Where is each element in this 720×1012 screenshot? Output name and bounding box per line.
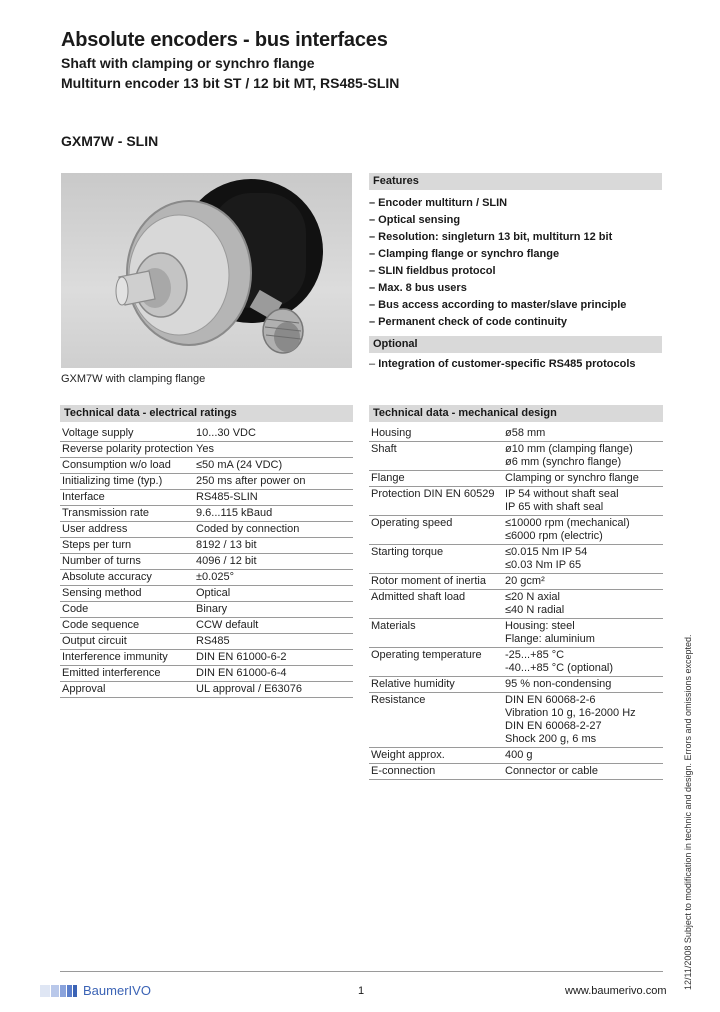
website-link[interactable]: www.baumerivo.com — [565, 985, 667, 997]
page-title: Absolute encoders - bus interfaces — [61, 29, 388, 51]
spec-value-line: ≤40 N radial — [505, 604, 565, 616]
feature-item: – Bus access according to master/slave principle — [369, 299, 627, 311]
spec-label: Protection DIN EN 60529 — [369, 487, 503, 516]
spec-value-line: Clamping or synchro flange — [505, 472, 639, 484]
brand-name-a: Baumer — [83, 983, 129, 998]
spec-value-line: ≤6000 rpm (electric) — [505, 530, 603, 542]
spec-label: Flange — [369, 471, 503, 487]
spec-value: DIN EN 61000-6-2 — [194, 650, 353, 666]
spec-value — [503, 764, 663, 780]
spec-value-line: ≤0.015 Nm IP 54 — [505, 546, 588, 558]
table-row — [369, 677, 663, 693]
spec-value: RS485-SLIN — [194, 490, 353, 506]
photo-caption: GXM7W with clamping flange — [61, 373, 206, 385]
spec-label: Sensing method — [60, 586, 194, 602]
spec-value: 8192 / 13 bit — [194, 538, 353, 554]
optional-dash: – — [369, 358, 379, 370]
spec-value-line: Flange: aluminium — [505, 633, 595, 645]
spec-value — [503, 619, 663, 648]
spec-value: UL approval / E63076 — [194, 682, 353, 698]
table-row — [60, 634, 353, 650]
spec-value-line: 95 % non-condensing — [505, 678, 612, 690]
spec-value: Yes — [194, 442, 353, 458]
table-row — [60, 682, 353, 698]
spec-value-line: Vibration 10 g, 16-2000 Hz — [505, 707, 636, 719]
table-row — [369, 442, 663, 471]
spec-value-line: ø58 mm — [505, 427, 546, 439]
brand-name — [83, 983, 151, 998]
shaft-end — [116, 277, 128, 305]
product-photo — [61, 173, 352, 368]
table-row — [60, 522, 353, 538]
page-subtitle-resolution: Multiturn encoder 13 bit ST / 12 bit MT, RS485-SLIN — [61, 75, 400, 91]
spec-label: Materials — [369, 619, 503, 648]
optional-item — [369, 358, 636, 370]
spec-value-line: ≤20 N axial — [505, 591, 560, 603]
table-row — [369, 516, 663, 545]
table-row — [60, 554, 353, 570]
spec-label: Admitted shaft load — [369, 590, 503, 619]
spec-value — [503, 442, 663, 471]
mechanical-table — [369, 426, 663, 780]
brand-name-b: IVO — [128, 983, 151, 998]
spec-label: Operating speed — [369, 516, 503, 545]
spec-value: CCW default — [194, 618, 353, 634]
spec-value-line: Connector or cable — [505, 765, 598, 777]
spec-label: Rotor moment of inertia — [369, 574, 503, 590]
table-row — [369, 693, 663, 748]
spec-value: DIN EN 61000-6-4 — [194, 666, 353, 682]
spec-label: Output circuit — [60, 634, 194, 650]
table-row — [60, 602, 353, 618]
feature-item: – Clamping flange or synchro flange — [369, 248, 560, 260]
spec-value — [503, 693, 663, 748]
logo-bars — [40, 985, 77, 997]
spec-value-line: Housing: steel — [505, 620, 575, 632]
spec-value: ≤50 mA (24 VDC) — [194, 458, 353, 474]
spec-value: 4096 / 12 bit — [194, 554, 353, 570]
spec-value: 250 ms after power on — [194, 474, 353, 490]
table-row — [60, 474, 353, 490]
table-row — [369, 487, 663, 516]
table-row — [60, 506, 353, 522]
spec-label: E-connection — [369, 764, 503, 780]
table-row — [369, 764, 663, 780]
feature-item: – Optical sensing — [369, 214, 461, 226]
spec-value-line: -25...+85 °C — [505, 649, 565, 661]
spec-value — [503, 648, 663, 677]
table-row — [60, 586, 353, 602]
optional-heading: Optional — [369, 336, 662, 353]
footer-divider — [60, 971, 663, 972]
table-row — [60, 538, 353, 554]
table-row — [60, 490, 353, 506]
spec-value: 10...30 VDC — [194, 426, 353, 442]
electrical-table — [60, 426, 353, 698]
spec-label: Absolute accuracy — [60, 570, 194, 586]
spec-label: Transmission rate — [60, 506, 194, 522]
feature-item: – SLIN fieldbus protocol — [369, 265, 496, 277]
spec-label: Starting torque — [369, 545, 503, 574]
spec-value-line: IP 65 with shaft seal — [505, 501, 604, 513]
spec-label: Voltage supply — [60, 426, 194, 442]
spec-value-line: 400 g — [505, 749, 533, 761]
spec-label: Relative humidity — [369, 677, 503, 693]
table-row — [60, 426, 353, 442]
spec-label: User address — [60, 522, 194, 538]
spec-value-line: IP 54 without shaft seal — [505, 488, 619, 500]
spec-value-line: Shock 200 g, 6 ms — [505, 733, 597, 745]
spec-value — [503, 748, 663, 764]
table-row — [369, 471, 663, 487]
spec-value-line: 20 gcm² — [505, 575, 545, 587]
spec-value-line: ø10 mm (clamping flange) — [505, 443, 633, 455]
table-row — [369, 648, 663, 677]
spec-value: ±0.025° — [194, 570, 353, 586]
page-number: 1 — [358, 985, 365, 997]
spec-label: Interference immunity — [60, 650, 194, 666]
table-row — [60, 458, 353, 474]
spec-value: Optical — [194, 586, 353, 602]
spec-label: Shaft — [369, 442, 503, 471]
feature-item: – Permanent check of code continuity — [369, 316, 568, 328]
spec-label: Emitted interference — [60, 666, 194, 682]
spec-label: Approval — [60, 682, 194, 698]
table-row — [60, 570, 353, 586]
spec-label: Resistance — [369, 693, 503, 748]
spec-value: RS485 — [194, 634, 353, 650]
side-note: 12/11/2008 Subject to modification in technic and design. Errors and omissions excepted. — [683, 634, 693, 990]
spec-value — [503, 426, 663, 442]
table-row — [369, 574, 663, 590]
spec-label: Number of turns — [60, 554, 194, 570]
spec-value-line: DIN EN 60068-2-27 — [505, 720, 602, 732]
spec-label: Weight approx. — [369, 748, 503, 764]
table-row — [60, 666, 353, 682]
spec-value: 9.6...115 kBaud — [194, 506, 353, 522]
features-heading: Features — [369, 173, 662, 190]
spec-label: Code — [60, 602, 194, 618]
page-subtitle-flange: Shaft with clamping or synchro flange — [61, 55, 315, 71]
brand-logo — [40, 983, 151, 998]
mechanical-heading: Technical data - mechanical design — [369, 405, 663, 422]
spec-value — [503, 545, 663, 574]
spec-value — [503, 471, 663, 487]
spec-value: Coded by connection — [194, 522, 353, 538]
spec-value-line: -40...+85 °C (optional) — [505, 662, 614, 674]
table-row — [369, 619, 663, 648]
spec-value — [503, 590, 663, 619]
spec-value — [503, 574, 663, 590]
spec-value — [503, 677, 663, 693]
table-row — [60, 650, 353, 666]
spec-label: Reverse polarity protection — [60, 442, 194, 458]
table-row — [369, 590, 663, 619]
electrical-heading: Technical data - electrical ratings — [60, 405, 353, 422]
spec-label: Code sequence — [60, 618, 194, 634]
spec-label: Operating temperature — [369, 648, 503, 677]
table-row — [60, 442, 353, 458]
table-row — [60, 618, 353, 634]
feature-item: – Max. 8 bus users — [369, 282, 467, 294]
spec-value — [503, 516, 663, 545]
model-name: GXM7W - SLIN — [61, 133, 159, 149]
spec-label: Interface — [60, 490, 194, 506]
optional-item-text: Integration of customer-specific RS485 protocols — [378, 358, 636, 370]
table-row — [369, 748, 663, 764]
spec-label: Housing — [369, 426, 503, 442]
table-row — [369, 426, 663, 442]
spec-label: Consumption w/o load — [60, 458, 194, 474]
table-row — [369, 545, 663, 574]
feature-item: – Encoder multiturn / SLIN — [369, 197, 508, 209]
spec-label: Steps per turn — [60, 538, 194, 554]
spec-value-line: ≤10000 rpm (mechanical) — [505, 517, 630, 529]
spec-label: Initializing time (typ.) — [60, 474, 194, 490]
spec-value-line: ≤0.03 Nm IP 65 — [505, 559, 582, 571]
spec-value — [503, 487, 663, 516]
spec-value: Binary — [194, 602, 353, 618]
features-list — [369, 195, 626, 331]
spec-value-line: ø6 mm (synchro flange) — [505, 456, 622, 468]
spec-value-line: DIN EN 60068-2-6 — [505, 694, 596, 706]
feature-item: – Resolution: singleturn 13 bit, multiturn 12 bit — [369, 231, 613, 243]
